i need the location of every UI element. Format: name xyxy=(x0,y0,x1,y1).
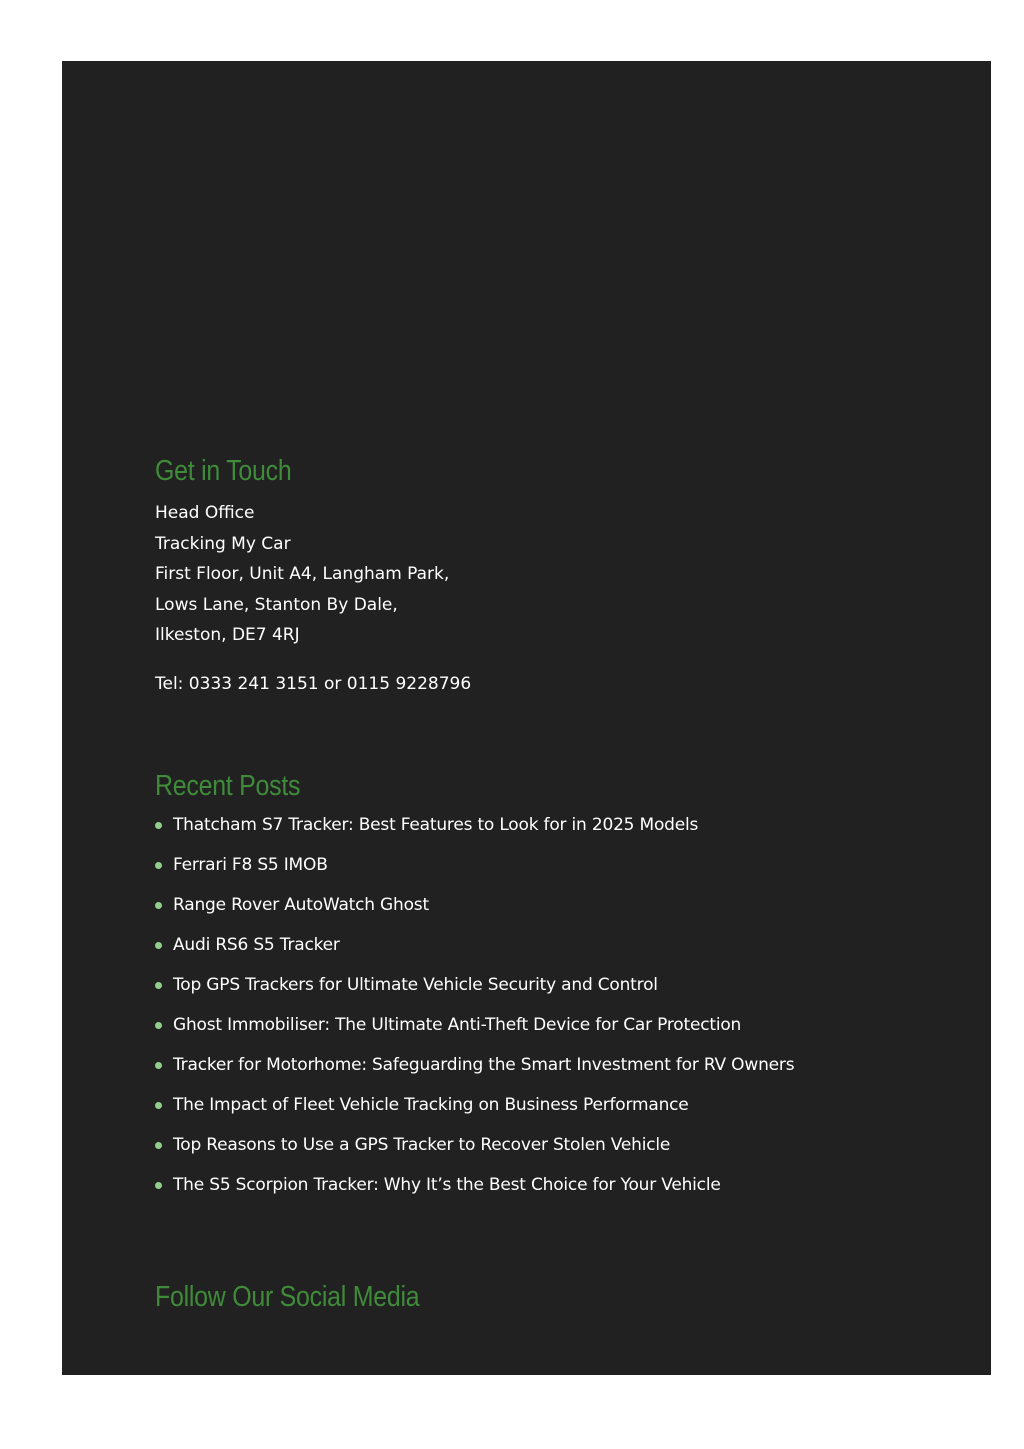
post-link[interactable]: The Impact of Fleet Vehicle Tracking on Business Performance xyxy=(173,1095,689,1115)
post-link[interactable]: Ghost Immobiliser: The Ultimate Anti-Theft Device for Car Protection xyxy=(173,1015,742,1035)
bullet-icon xyxy=(155,902,162,909)
list-item xyxy=(155,885,794,925)
post-link[interactable]: Range Rover AutoWatch Ghost xyxy=(173,895,429,915)
list-item xyxy=(155,925,794,965)
bullet-icon xyxy=(155,1102,162,1109)
bullet-icon xyxy=(155,1062,162,1069)
contact-widget xyxy=(155,454,471,699)
bullet-icon xyxy=(155,942,162,949)
recent-posts-widget xyxy=(155,769,794,1205)
post-link[interactable]: Audi RS6 S5 Tracker xyxy=(173,935,340,955)
list-item xyxy=(155,1005,794,1045)
post-link[interactable]: Top Reasons to Use a GPS Tracker to Recover Stolen Vehicle xyxy=(173,1135,671,1155)
post-link[interactable]: The S5 Scorpion Tracker: Why It’s the Best Choice for Your Vehicle xyxy=(173,1175,721,1195)
address-line: First Floor, Unit A4, Langham Park, xyxy=(155,564,450,584)
contact-telephone: Tel: 0333 241 3151 or 0115 9228796 xyxy=(155,673,472,694)
contact-heading: Get in Touch xyxy=(155,455,292,487)
post-link[interactable]: Ferrari F8 S5 IMOB xyxy=(173,855,328,875)
list-item xyxy=(155,965,794,1005)
contact-address xyxy=(155,498,471,651)
bullet-icon xyxy=(155,982,162,989)
bullet-icon xyxy=(155,1142,162,1149)
list-item xyxy=(155,1165,794,1205)
social-media-heading: Follow Our Social Media xyxy=(155,1281,420,1313)
bullet-icon xyxy=(155,822,162,829)
recent-posts-list xyxy=(155,805,794,1205)
social-media-widget xyxy=(155,1280,462,1314)
post-link[interactable]: Thatcham S7 Tracker: Best Features to Look for in 2025 Models xyxy=(173,815,699,835)
list-item xyxy=(155,845,794,885)
bullet-icon xyxy=(155,862,162,869)
address-line: Tracking My Car xyxy=(155,533,291,554)
address-line: Head Office xyxy=(155,503,255,523)
list-item xyxy=(155,805,794,845)
bullet-icon xyxy=(155,1022,162,1029)
address-line: Lows Lane, Stanton By Dale, xyxy=(155,594,398,615)
post-link[interactable]: Top GPS Trackers for Ultimate Vehicle Security and Control xyxy=(173,975,658,995)
bullet-icon xyxy=(155,1182,162,1189)
list-item xyxy=(155,1085,794,1125)
list-item xyxy=(155,1125,794,1165)
footer-panel xyxy=(62,61,991,1375)
list-item xyxy=(155,1045,794,1085)
recent-posts-heading: Recent Posts xyxy=(155,770,301,802)
address-line: Ilkeston, DE7 4RJ xyxy=(155,625,300,645)
post-link[interactable]: Tracker for Motorhome: Safeguarding the Smart Investment for RV Owners xyxy=(173,1055,795,1075)
